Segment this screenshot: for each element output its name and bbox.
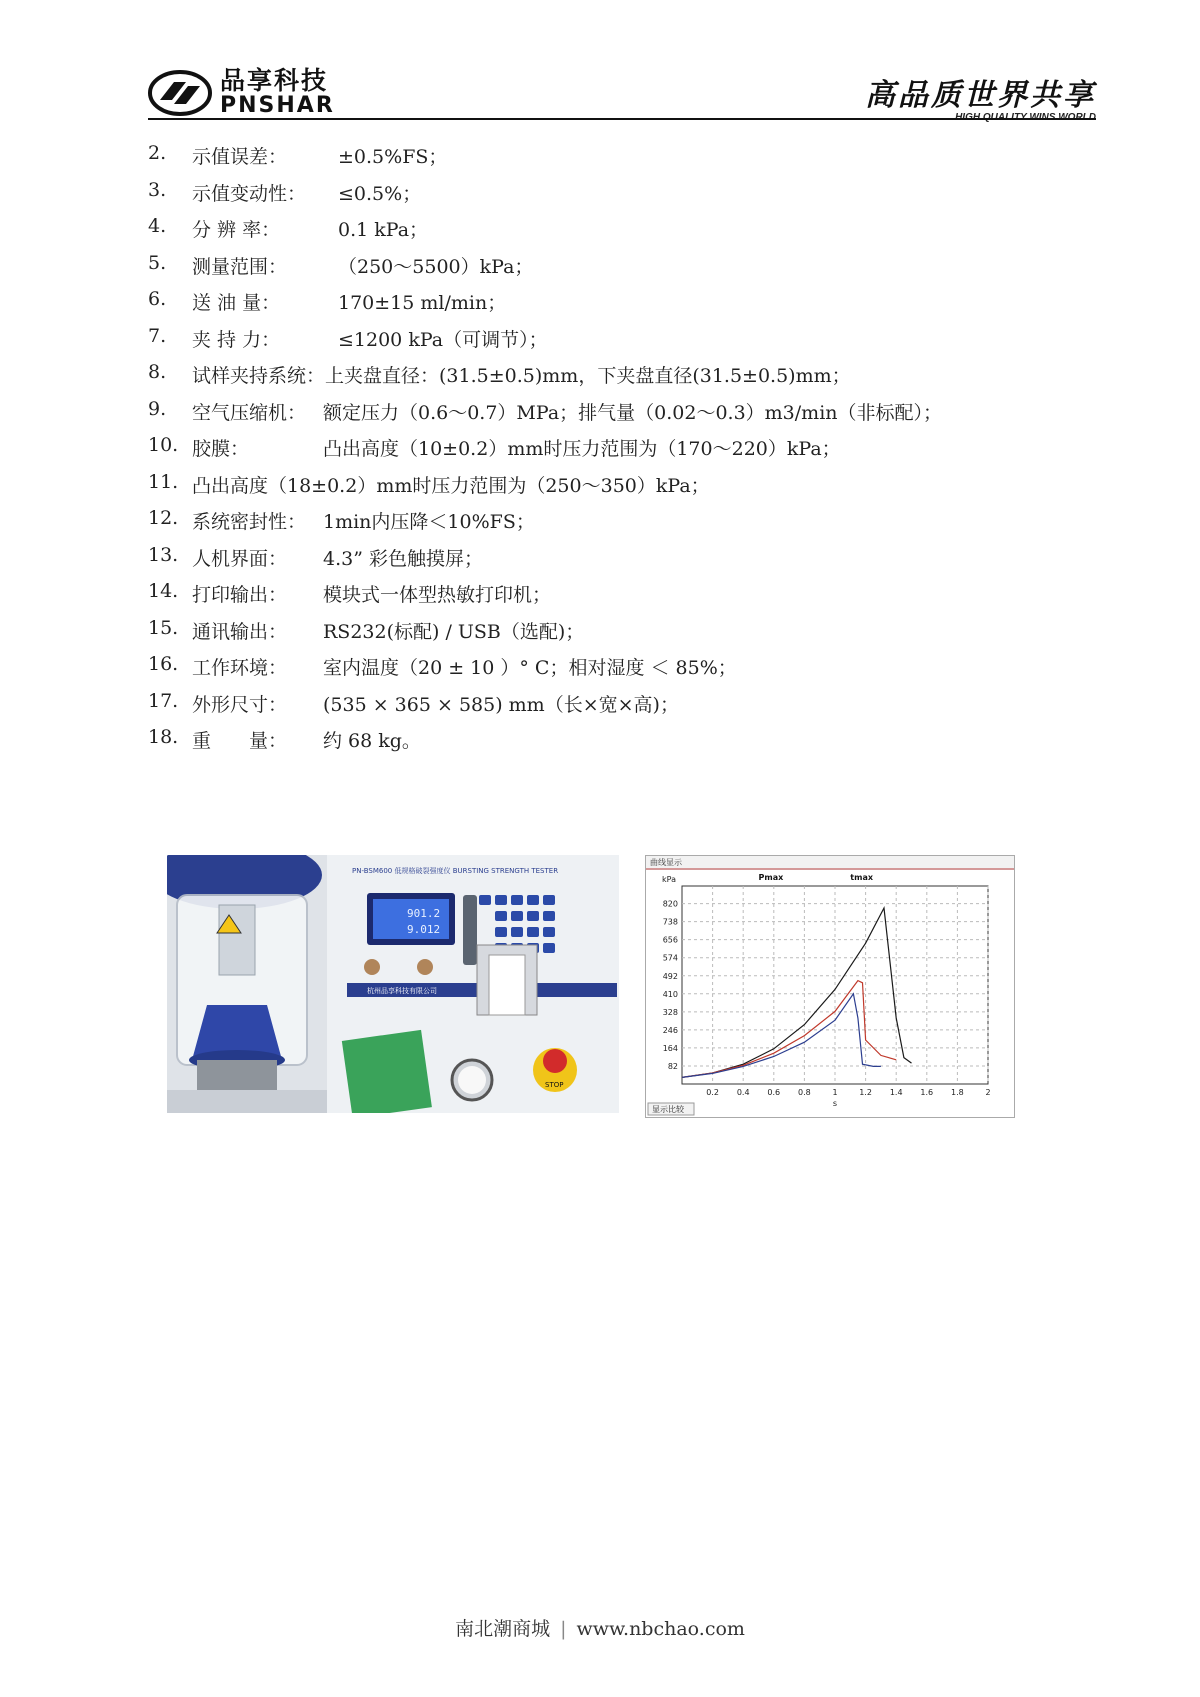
spec-row (148, 142, 1108, 179)
spec-value: 额定压力（0.6～0.7）MPa；排气量（0.02～0.3）m3/min（非标配）； (323, 401, 943, 424)
spec-number: 13. (148, 543, 179, 566)
x-tick-label: 1.6 (920, 1088, 934, 1097)
spec-number: 10. (148, 434, 179, 456)
spec-number: 4. (148, 215, 167, 237)
spec-row (148, 288, 1108, 325)
x-tick-label: 1.2 (859, 1088, 872, 1097)
spec-number: 14. (148, 580, 179, 602)
spec-value: 170±15 ml/min； (338, 292, 507, 314)
spec-value: 4.3” 彩色触摸屏； (323, 547, 483, 570)
spec-number: 3. (148, 178, 167, 201)
spec-label: 示值误差： (192, 146, 288, 168)
header-divider (148, 118, 1096, 120)
spec-value: ≤1200 kPa（可调节）； (338, 328, 548, 351)
spec-row (148, 325, 1108, 362)
annotation-tmax: tmax (850, 873, 874, 882)
spec-label: 系统密封性： (192, 511, 307, 533)
spec-number: 15. (148, 616, 179, 639)
y-axis-label: kPa (662, 875, 676, 884)
footer-url-link[interactable]: www.nbchao.com (576, 1618, 745, 1640)
spec-value: 约 68 kg。 (323, 730, 421, 752)
x-tick-label: 0.2 (706, 1088, 719, 1097)
chart-titlebar (646, 856, 1014, 868)
x-tick-label: 0.4 (736, 1088, 750, 1097)
spec-row (148, 179, 1108, 216)
spec-row (148, 361, 1108, 398)
x-axis-label: s (832, 1099, 838, 1108)
photo-estop-label: STOP (545, 1081, 564, 1089)
spec-label: 打印输出： (192, 584, 288, 606)
spec-number: 12. (148, 507, 179, 529)
spec-label: 凸出高度（18±0.2）mm时压力范围为（250～350）kPa； (192, 474, 710, 497)
spec-number: 5. (148, 251, 167, 274)
spec-row (148, 434, 1108, 471)
spec-value: 模块式一体型热敏打印机； (323, 584, 552, 606)
y-tick-label: 820 (662, 899, 678, 909)
curve-chart-svg (646, 856, 1014, 1117)
y-tick-label: 656 (662, 935, 678, 945)
spec-row (148, 252, 1108, 289)
page-header (148, 62, 1096, 122)
y-tick-label: 246 (662, 1025, 678, 1035)
product-photo (167, 855, 619, 1113)
spec-label: 试样夹持系统：上夹盘直径：(31.5±0.5)mm，下夹盘直径(31.5±0.5)mm； (192, 365, 851, 387)
spec-value: 室内温度（20 ± 10 ）° C；相对湿度 ＜ 85%； (323, 657, 737, 679)
y-tick-label: 574 (662, 953, 678, 963)
series-line-2 (682, 981, 896, 1078)
spec-number: 8. (148, 361, 167, 383)
logo-chinese-name: 品享科技 (220, 66, 329, 95)
spec-row (148, 398, 1108, 435)
photo-company-label: 杭州品享科技有限公司 (367, 987, 437, 995)
spec-row (148, 471, 1108, 508)
photo-display-line1: 901.2 (407, 907, 441, 920)
pnshar-logo-icon (148, 70, 212, 116)
spec-number: 11. (148, 470, 179, 493)
x-tick-label: 1.8 (951, 1088, 964, 1097)
series-line-3 (682, 994, 881, 1078)
company-logo (148, 68, 335, 117)
spec-value: (535 × 365 × 585) mm（长×宽×高)； (323, 693, 679, 716)
y-tick-label: 164 (662, 1043, 678, 1053)
y-tick-label: 410 (662, 989, 678, 999)
spec-label: 通讯输出： (192, 620, 288, 643)
spec-label: 重 量： (192, 730, 288, 752)
y-tick-label: 738 (662, 917, 678, 927)
spec-label: 夹 持 力： (192, 328, 281, 351)
spec-label: 胶膜： (192, 438, 250, 460)
spec-label: 工作环境： (192, 657, 288, 679)
footer-site-name: 南北潮商城 (455, 1618, 551, 1640)
compare-button-label[interactable]: 显示比较 (652, 1105, 684, 1114)
photo-model-label: PN-BSM600 低规格破裂强度仪 BURSTING STRENGTH TESTER (352, 867, 559, 875)
spec-number: 6. (148, 288, 167, 310)
chart-window-title: 曲线显示 (650, 858, 682, 867)
photo-display-line2: 9.012 (407, 923, 441, 936)
spec-number: 17. (148, 689, 179, 712)
spec-row (148, 617, 1108, 654)
company-slogan (865, 70, 1096, 123)
page-footer (0, 1614, 1200, 1641)
x-tick-label: 2 (985, 1088, 991, 1097)
spec-number: 9. (148, 397, 167, 420)
spec-number: 18. (148, 726, 179, 748)
logo-english-name: PNSHAR (220, 93, 335, 118)
spec-label: 外形尺寸： (192, 693, 288, 716)
footer-separator: | (560, 1618, 567, 1640)
spec-row (148, 544, 1108, 581)
spec-value: （250～5500）kPa； (338, 255, 534, 278)
spec-label: 送 油 量： (192, 292, 281, 314)
x-tick-label: 1 (832, 1088, 838, 1097)
spec-number: 16. (148, 653, 179, 675)
spec-label: 人机界面： (192, 547, 288, 570)
spec-label: 分 辨 率： (192, 219, 281, 241)
y-tick-label: 82 (667, 1061, 678, 1071)
curve-chart (645, 855, 1015, 1118)
spec-row (148, 690, 1108, 727)
spec-label: 空气压缩机： (192, 401, 307, 424)
annotation-pmax: Pmax (758, 873, 784, 882)
spec-value: ≤0.5%； (338, 182, 422, 205)
spec-row (148, 580, 1108, 617)
spec-row (148, 726, 1108, 763)
spec-number: 2. (148, 142, 167, 164)
spec-label: 测量范围： (192, 255, 288, 278)
x-tick-label: 0.8 (798, 1088, 811, 1097)
spec-value: 凸出高度（10±0.2）mm时压力范围为（170～220）kPa； (323, 438, 841, 460)
spec-value: 0.1 kPa； (338, 219, 429, 241)
spec-label: 示值变动性： (192, 182, 307, 205)
spec-value: 上夹盘直径：(31.5±0.5)mm，下夹盘直径(31.5±0.5)mm； (325, 365, 851, 387)
spec-list (148, 142, 1108, 763)
spec-value: 1min内压降＜10%FS； (323, 511, 535, 533)
spec-value: ±0.5%FS； (338, 146, 448, 168)
slogan-chinese: 高品质世界共享 (865, 78, 1096, 113)
spec-row (148, 215, 1108, 252)
x-tick-label: 0.6 (767, 1088, 781, 1097)
y-tick-label: 328 (662, 1007, 678, 1017)
spec-row (148, 653, 1108, 690)
spec-number: 7. (148, 324, 167, 347)
x-tick-label: 1.4 (889, 1088, 903, 1097)
y-tick-label: 492 (662, 971, 678, 981)
spec-value: RS232(标配) / USB（选配)； (323, 620, 585, 643)
spec-row (148, 507, 1108, 544)
